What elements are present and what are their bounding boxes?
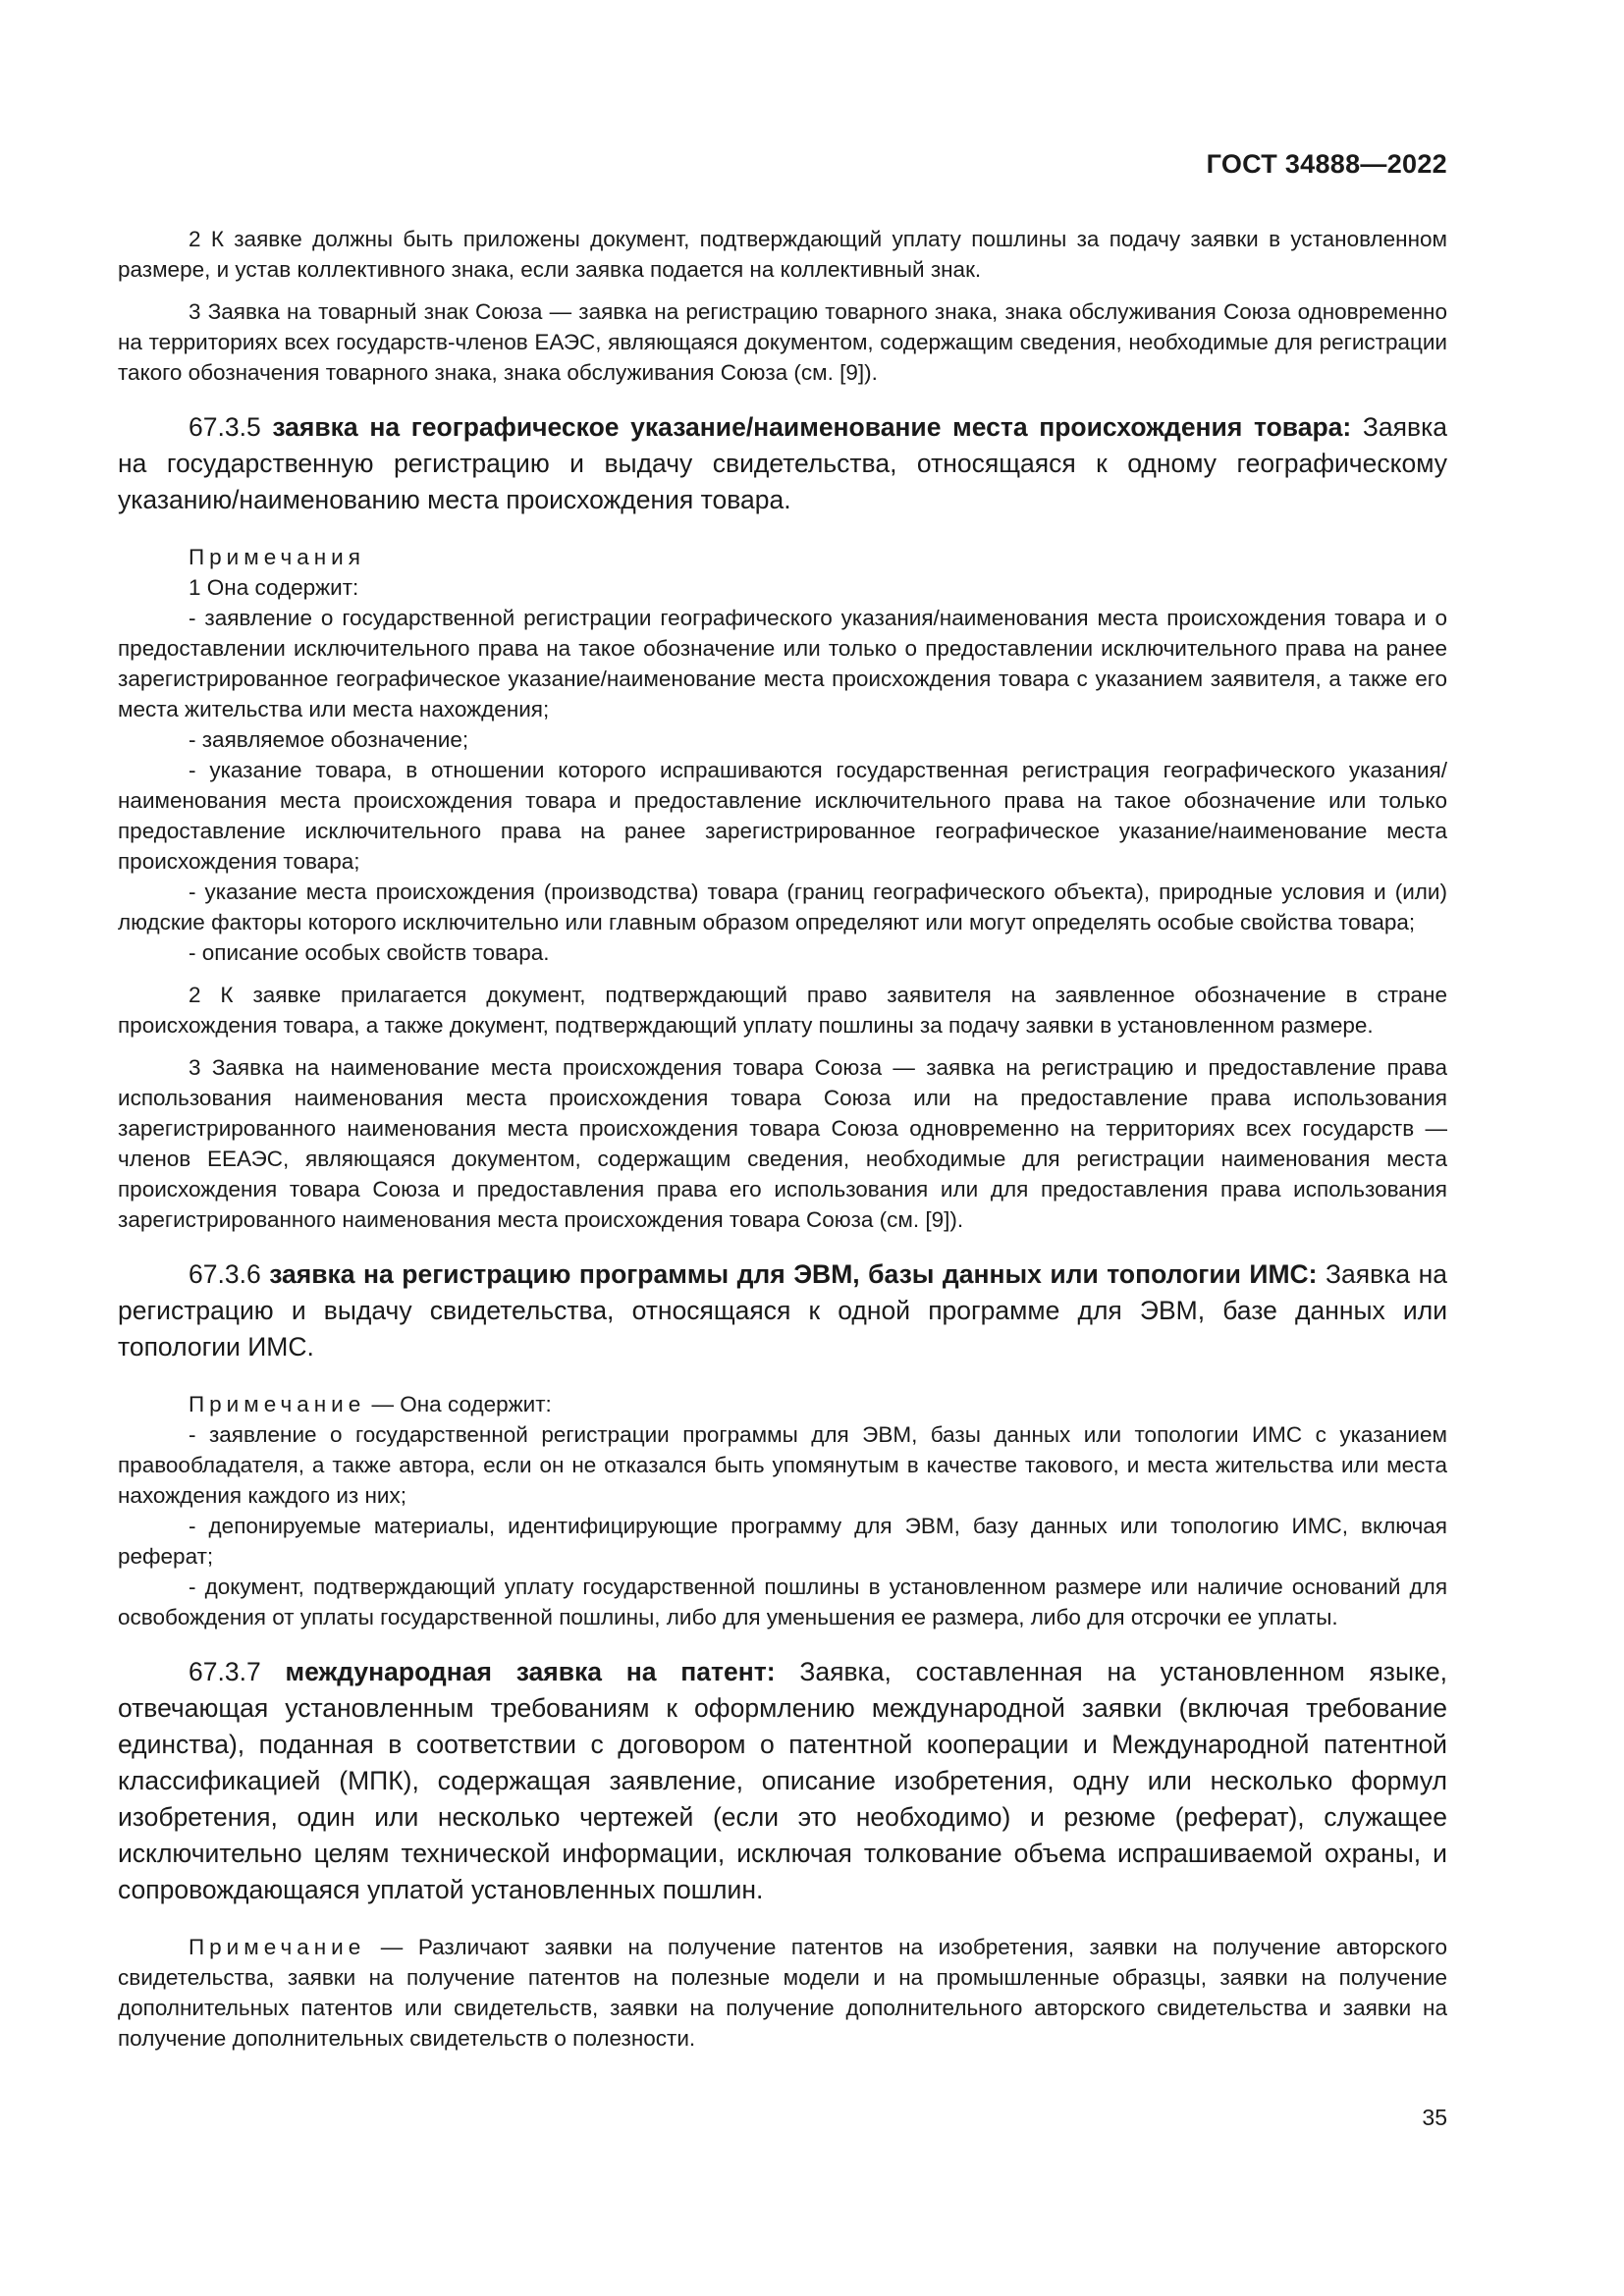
note-line: - описание особых свойств товара.: [189, 940, 550, 965]
note-text: — Различают заявки на получение патентов на изобретения, заявки на получение авторского свидетельства, заявки на получение патентов на полезные модели и на промышленные образцы, заявки на получение дополнительных патентов или свидетельств, заявки на получение дополнительного авторского свидетельства и заявки на получение дополнительных свидетельств о полезности.: [118, 1935, 1447, 2051]
term-definition: Заявка, составленная на установленном языке, отвечающая установленным требованиям к оформлению международной заявки (включая требование единства), поданная в соответствии с договором о патентной кооперации и Международной патентной классификацией (МПК), содержащая заявление, описание изобретения, одну или несколько формул изобретения, один или несколько чертежей (если это необходимо) и резюме (реферат), служащее исключительно целям технической информации, исключая толкование объема испрашиваемой охраны, и сопровождающаяся уплатой установленных пошлин.: [118, 1657, 1447, 1904]
note-paragraph: 3 Заявка на товарный знак Союза — заявка на регистрацию товарного знака, знака обслуживания Союза одновременно на территориях всех государств-членов ЕАЭС, являющаяся документом, содержащим сведения, необходимые для регистрации такого обозначения товарного знака, знака обслуживания Союза (см. [9]).: [118, 299, 1447, 385]
note-line: - указание места происхождения (производства) товара (границ географического объекта), природные условия и (или) людские факторы которого исключительно или главным образом определяют или могут определять особые свойства товара;: [118, 880, 1447, 934]
notes-label: Примечание: [189, 1392, 366, 1416]
note-line: - документ, подтверждающий уплату государственной пошлины в установленном размере или наличие оснований для освобождения от уплаты государственной пошлины, либо для уменьшения ее размера, либо для отсрочки ее уплаты.: [118, 1575, 1447, 1629]
note-line: - заявляемое обозначение;: [189, 727, 469, 752]
term-definition: Заявка на регистрацию и выдачу свидетельства, относящаяся к одной программе для ЭВМ, базе данных или топологии ИМС.: [118, 1259, 1447, 1362]
term-entry-67-3-6: [118, 1256, 1447, 1365]
notes-label: Примечания: [189, 545, 365, 569]
term-name: международная заявка на патент:: [285, 1657, 776, 1686]
notes-group: [118, 1389, 1447, 1632]
note-paragraph: [118, 1932, 1447, 2054]
note-intro: — Она содержит:: [371, 1392, 552, 1416]
page-number: 35: [1422, 2105, 1447, 2130]
note-line: 1 Она содержит:: [189, 575, 359, 600]
note-line: [118, 1389, 1447, 1419]
term-number: 67.3.6: [189, 1259, 261, 1289]
term-number: 67.3.7: [189, 1657, 261, 1686]
term-entry-67-3-5: [118, 409, 1447, 518]
term-number: 67.3.5: [189, 412, 261, 442]
note-line: - заявление о государственной регистрации программы для ЭВМ, базы данных или топологии ИМС с указанием правообладателя, а также автора, если он не отказался быть упомянутым в качестве такового, и места жительства или места нахождения каждого из них;: [118, 1422, 1447, 1508]
note-paragraph: 2 К заявке прилагается документ, подтверждающий право заявителя на заявленное обозначение в стране происхождения товара, а также документ, подтверждающий уплату пошлины за подачу заявки в установленном размере.: [118, 983, 1447, 1038]
note-line: - заявление о государственной регистрации географического указания/наименования места происхождения товара и о предоставлении исключительного права на такое обозначение или только о предоставлении исключительного права на ранее зарегистрированное географическое указание/наименование места происхождения товара с указанием заявителя, а также его места жительства или места нахождения;: [118, 606, 1447, 721]
page-body: [118, 224, 1447, 2065]
term-entry-67-3-7: [118, 1654, 1447, 1908]
note-paragraph: 3 Заявка на наименование места происхождения товара Союза — заявка на регистрацию и предоставление права использования наименования места происхождения товара Союза или на предоставление права использования зарегистрированного наименования места происхождения товара Союза одновременно на территориях всех государств — членов ЕЕАЭС, являющаяся документом, содержащим сведения, необходимые для регистрации наименования места происхождения товара Союза и предоставления права его использования или для предоставления права использования зарегистрированного наименования места происхождения товара Союза (см. [9]).: [118, 1055, 1447, 1232]
document-code: ГОСТ 34888—2022: [1206, 149, 1447, 179]
term-name: заявка на регистрацию программы для ЭВМ, базы данных или топологии ИМС:: [269, 1259, 1318, 1289]
notes-group: [118, 542, 1447, 968]
term-name: заявка на географическое указание/наименование места происхождения товара:: [272, 412, 1352, 442]
note-line: - указание товара, в отношении которого испрашиваются государственная регистрация географического указания/наименования места происхождения товара и предоставление исключительного права на такое обозначение или только предоставление исключительного права на ранее зарегистрированное географическое указание/наименование места происхождения товара;: [118, 758, 1447, 874]
notes-label: Примечание: [189, 1935, 366, 1959]
term-definition: Заявка на государственную регистрацию и выдачу свидетельства, относящаяся к одному географическому указанию/наименованию места происхождения товара.: [118, 412, 1447, 514]
note-line: - депонируемые материалы, идентифицирующие программу для ЭВМ, базу данных или топологию ИМС, включая реферат;: [118, 1514, 1447, 1569]
note-paragraph: 2 К заявке должны быть приложены документ, подтверждающий уплату пошлины за подачу заявки в установленном размере, и устав коллективного знака, если заявка подается на коллективный знак.: [118, 227, 1447, 282]
